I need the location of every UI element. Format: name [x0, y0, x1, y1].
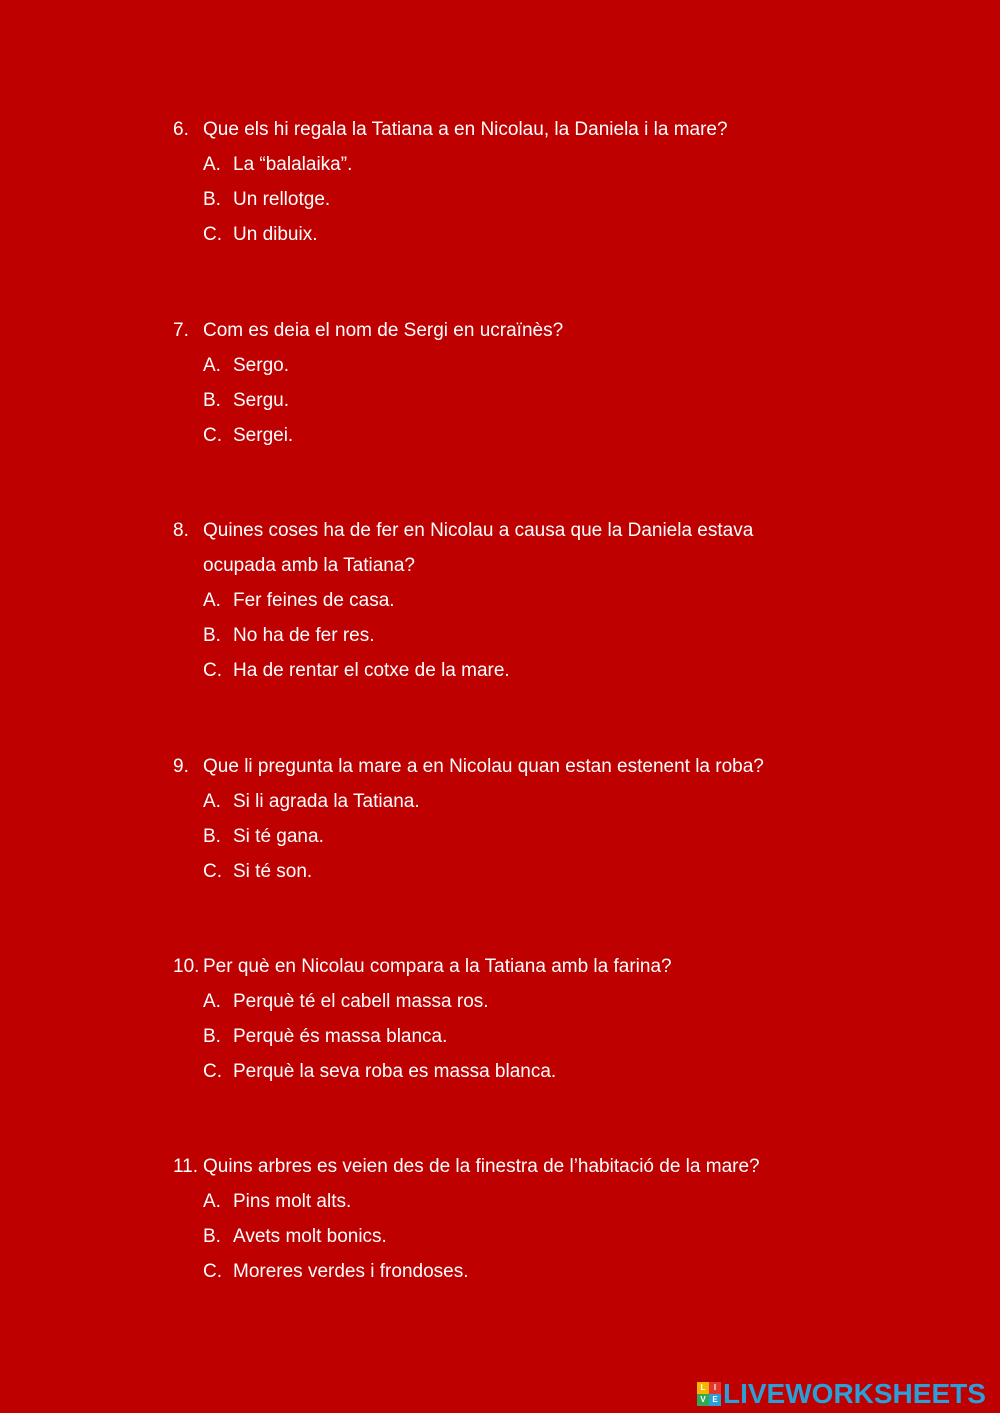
logo-icon-letter: V [697, 1394, 709, 1406]
option-text: Si té gana. [233, 826, 324, 847]
question-9 [173, 749, 833, 889]
question-11 [173, 1149, 833, 1289]
option-letter: A. [203, 355, 221, 376]
option-c[interactable] [203, 653, 833, 688]
question-8 [173, 513, 833, 688]
option-text: Perquè té el cabell massa ros. [233, 991, 489, 1012]
question-text: Quines coses ha de fer en Nicolau a causa que la Daniela estava ocupada amb la Tatiana? [203, 520, 754, 576]
option-letter: A. [203, 991, 221, 1012]
option-letter: A. [203, 154, 221, 175]
option-text: Sergo. [233, 355, 289, 376]
logo-text: LIVEWORKSHEETS [723, 1378, 986, 1409]
option-b[interactable] [203, 618, 833, 653]
question-number: 9. [173, 756, 189, 777]
option-letter: C. [203, 425, 222, 446]
question-prompt [173, 313, 833, 348]
option-a[interactable] [203, 348, 833, 383]
question-10 [173, 949, 833, 1089]
option-a[interactable] [203, 147, 833, 182]
question-text: Que els hi regala la Tatiana a en Nicolau, la Daniela i la mare? [203, 119, 728, 140]
question-text: Que li pregunta la mare a en Nicolau quan estan estenent la roba? [203, 756, 764, 777]
question-number: 8. [173, 520, 189, 541]
question-7 [173, 313, 833, 453]
option-letter: B. [203, 826, 221, 847]
option-letter: A. [203, 1191, 221, 1212]
option-a[interactable] [203, 1184, 833, 1219]
option-text: Un rellotge. [233, 189, 331, 210]
option-a[interactable] [203, 784, 833, 819]
question-text: Com es deia el nom de Sergi en ucraïnès? [203, 320, 564, 341]
option-c[interactable] [203, 1254, 833, 1289]
option-text: Un dibuix. [233, 224, 318, 245]
option-c[interactable] [203, 1054, 833, 1089]
option-text: No ha de fer res. [233, 625, 375, 646]
option-letter: A. [203, 791, 221, 812]
question-text: Per què en Nicolau compara a la Tatiana amb la farina? [203, 956, 672, 977]
question-prompt [173, 749, 833, 784]
option-letter: B. [203, 1026, 221, 1047]
option-letter: B. [203, 189, 221, 210]
option-text: Perquè és massa blanca. [233, 1026, 448, 1047]
option-letter: A. [203, 590, 221, 611]
option-letter: B. [203, 390, 221, 411]
question-text: Quins arbres es veien des de la finestra de l’habitació de la mare? [203, 1156, 760, 1177]
option-text: Ha de rentar el cotxe de la mare. [233, 660, 510, 681]
logo-icon-letter: L [697, 1382, 709, 1394]
question-prompt [173, 949, 833, 984]
option-b[interactable] [203, 1019, 833, 1054]
logo-icon-letter: E [709, 1394, 721, 1406]
option-letter: C. [203, 224, 222, 245]
question-6 [173, 112, 833, 252]
option-letter: B. [203, 1226, 221, 1247]
option-letter: C. [203, 861, 222, 882]
option-letter: C. [203, 1261, 222, 1282]
question-number: 6. [173, 119, 189, 140]
option-text: Avets molt bonics. [233, 1226, 387, 1247]
option-letter: C. [203, 1061, 222, 1082]
option-b[interactable] [203, 819, 833, 854]
question-prompt [173, 112, 833, 147]
option-c[interactable] [203, 854, 833, 889]
logo-icon-letter: I [709, 1382, 721, 1394]
option-text: Si li agrada la Tatiana. [233, 791, 420, 812]
question-number: 11. [173, 1156, 199, 1177]
option-c[interactable] [203, 418, 833, 453]
liveworksheets-logo [697, 1378, 986, 1410]
question-number: 10. [173, 956, 200, 977]
option-letter: C. [203, 660, 222, 681]
option-letter: B. [203, 625, 221, 646]
option-text: La “balalaika”. [233, 154, 353, 175]
option-text: Moreres verdes i frondoses. [233, 1261, 469, 1282]
option-b[interactable] [203, 383, 833, 418]
question-number: 7. [173, 320, 189, 341]
option-text: Si té son. [233, 861, 313, 882]
option-text: Pins molt alts. [233, 1191, 352, 1212]
option-text: Perquè la seva roba es massa blanca. [233, 1061, 557, 1082]
option-c[interactable] [203, 217, 833, 252]
option-a[interactable] [203, 984, 833, 1019]
liveworksheets-logo-icon [697, 1382, 721, 1406]
option-text: Fer feines de casa. [233, 590, 395, 611]
option-text: Sergei. [233, 425, 294, 446]
question-prompt [173, 1149, 833, 1184]
question-prompt [173, 513, 833, 583]
option-text: Sergu. [233, 390, 289, 411]
option-a[interactable] [203, 583, 833, 618]
option-b[interactable] [203, 1219, 833, 1254]
option-b[interactable] [203, 182, 833, 217]
